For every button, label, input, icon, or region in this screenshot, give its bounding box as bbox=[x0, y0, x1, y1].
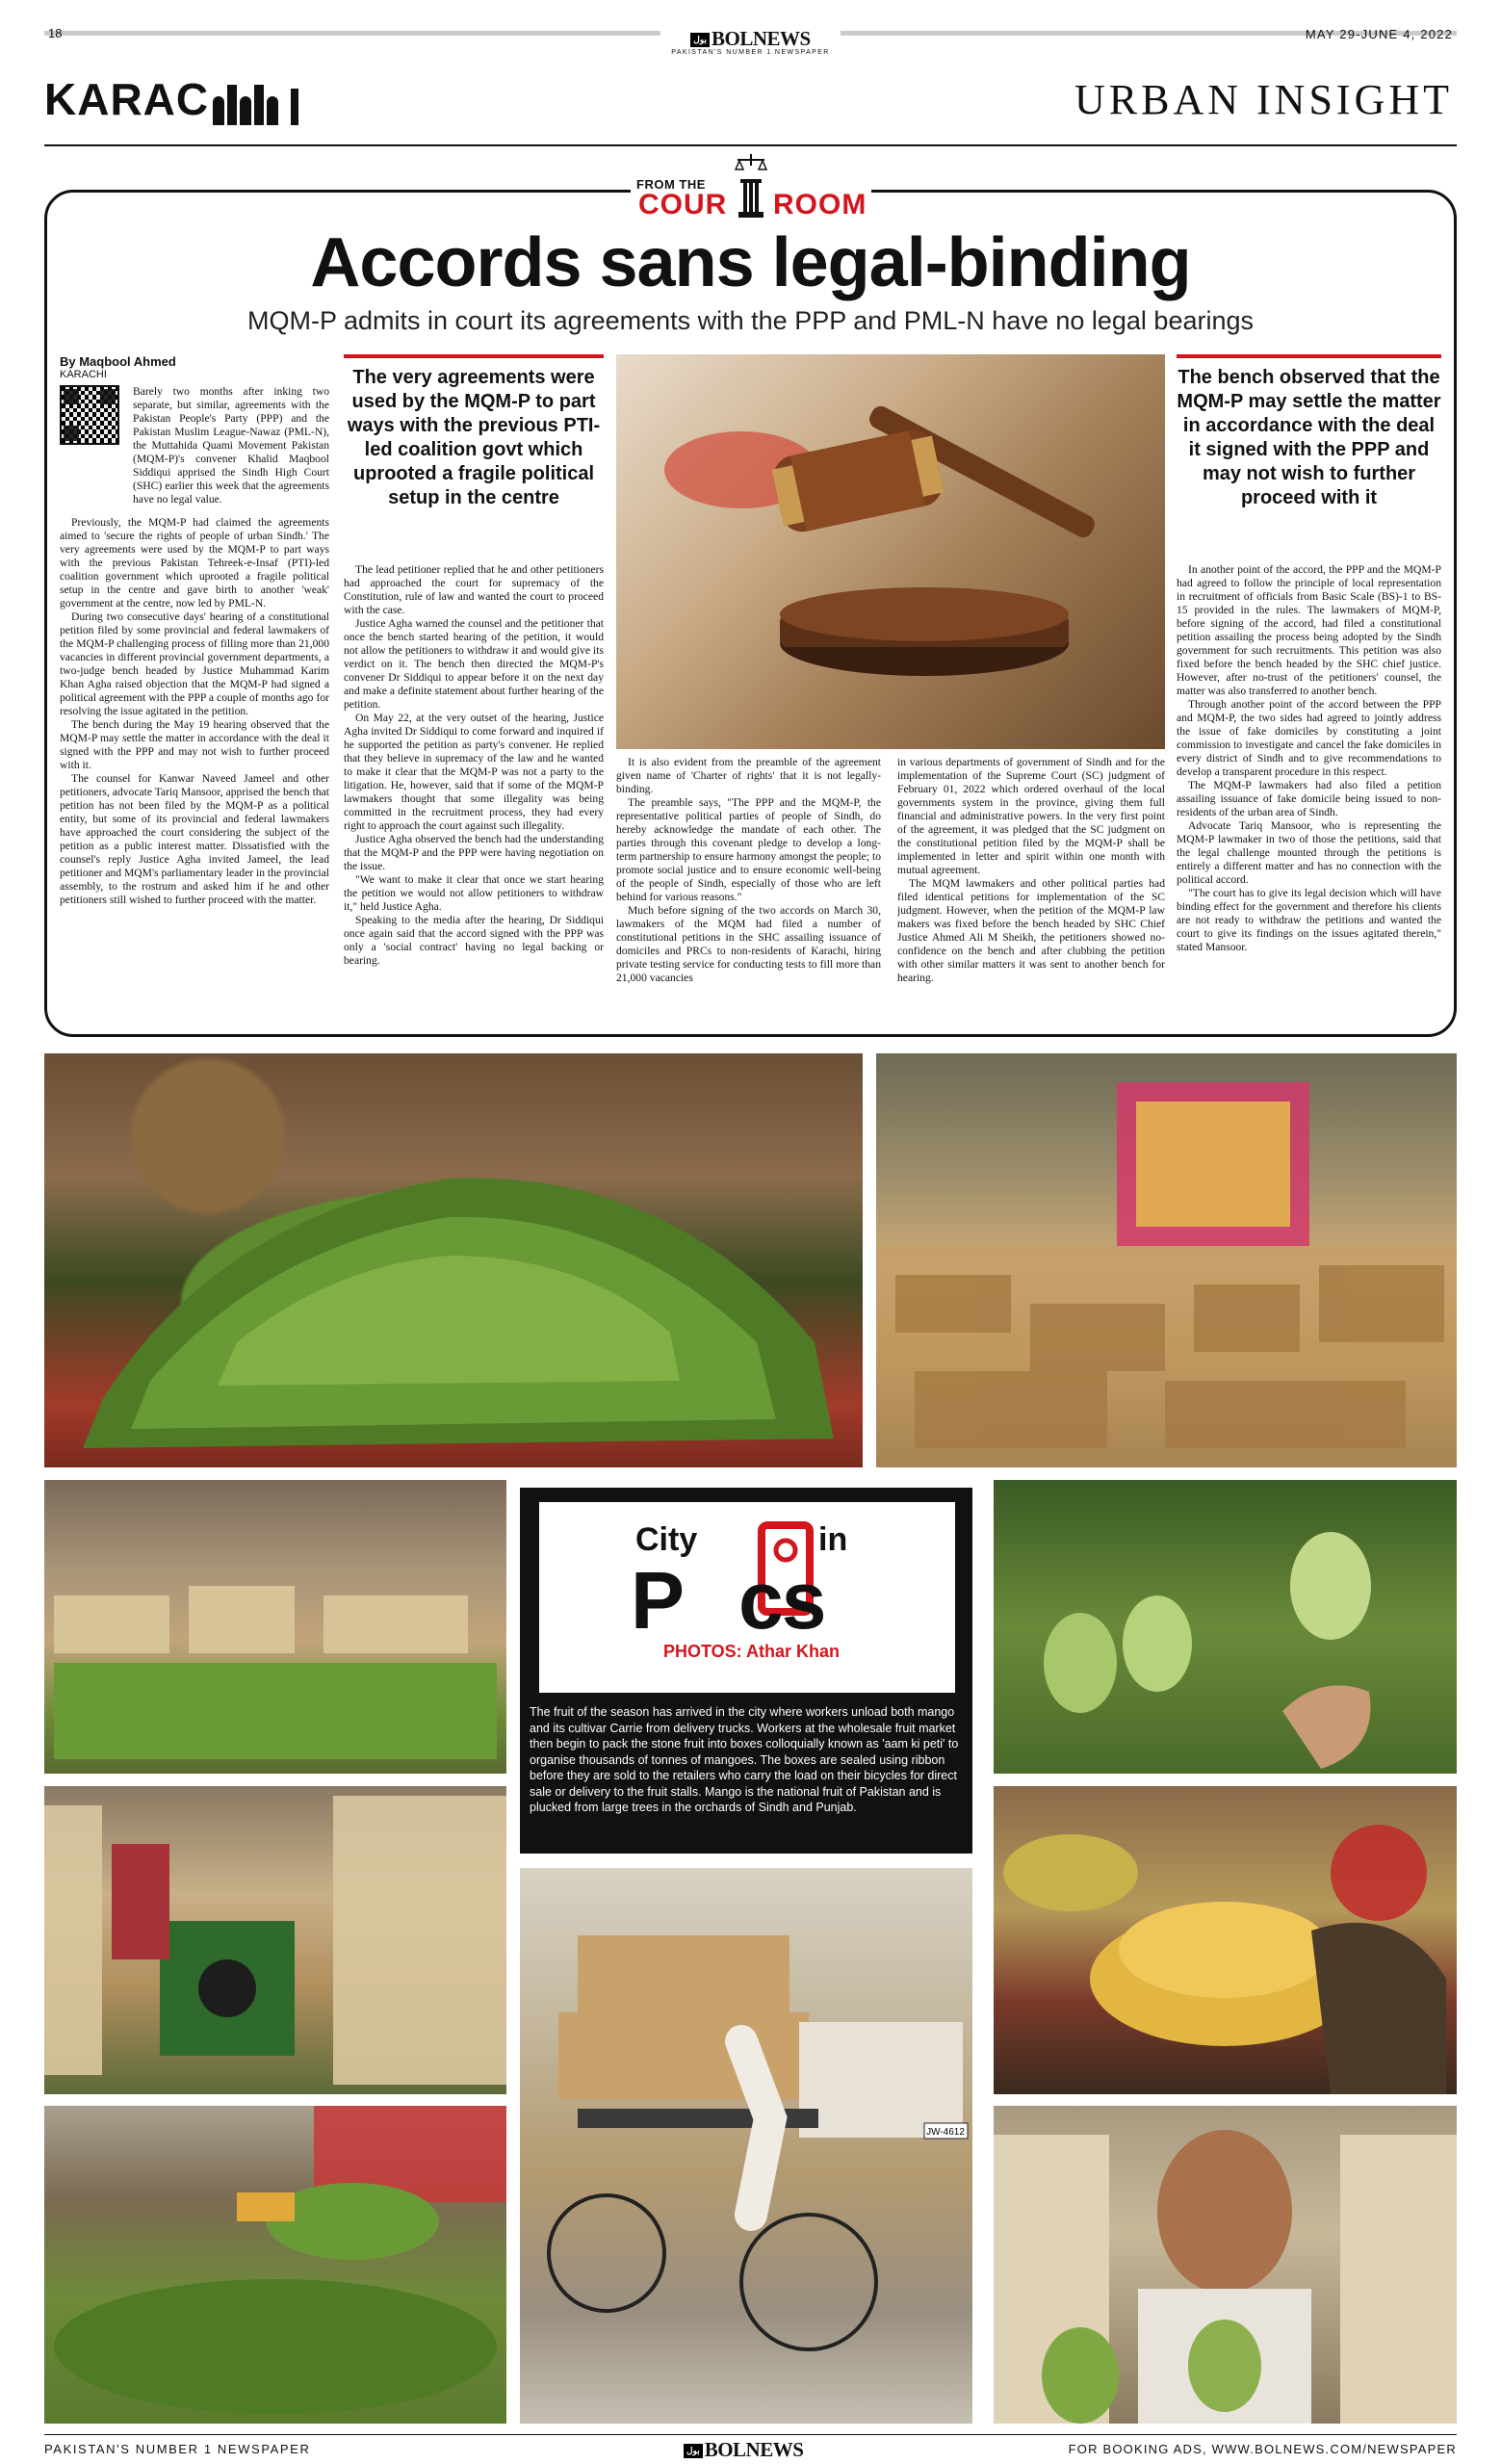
byline: By Maqbool Ahmed bbox=[60, 354, 176, 369]
fruit-basket-icon bbox=[994, 1786, 1457, 2094]
paragraph: The MQM lawmakers and other political parties had filed identical petitions for implementation of the SC judgment. However, when the petition of the MQM-P law makers was fixed before the bench headed by SHC Chief Justice Ahmed Ali M Sheikh, the petitioners showed no-confidence on the bench and after clubbing the petition with other similar matters it was sent to another bench for hearing. bbox=[897, 877, 1165, 984]
packing-photo bbox=[44, 1786, 506, 2094]
paragraph: Justice Agha warned the counsel and the petitioner that once the bench started hearing of the petition, it would not allow the petitioners to withdraw it and would give its verdict on it. The bench then directed the MQM-P's convener Dr Siddiqui to appear before it on the next day and make a definite statement about further hearing of the petition. bbox=[344, 617, 604, 711]
photo-caption: The fruit of the season has arrived in the city where workers unload both mango and its cultivar Carrie from delivery trucks. Workers at the wholesale fruit market then begin to pack the stone fruit into boxes colloquially known as 'aam ki peti' to organise thousands of tonnes of mangoes. The boxes are sealed using ribbon before they are sold to the retailers who carry the load on their bicycles for direct sale or delivery to the fruit stalls. Mango is the national fruit of Pakistan and is plucked from large trees in the orchards of Sindh and Punjab. bbox=[530, 1705, 959, 1814]
mango-sorting-photo bbox=[44, 2106, 506, 2424]
paragraph: The MQM-P lawmakers had also filed a petition assailing issuance of fake domicile being issued to non-residents of the urban area of Sindh. bbox=[1177, 779, 1441, 818]
story-column-1-intro bbox=[133, 385, 329, 510]
issue-date: MAY 29-JUNE 4, 2022 bbox=[1305, 27, 1453, 41]
logo-in: in bbox=[818, 1521, 848, 1558]
skyline-icon bbox=[213, 83, 298, 125]
photo-credit: PHOTOS: Athar Khan bbox=[662, 1642, 840, 1661]
footer-tagline: PAKISTAN'S NUMBER 1 NEWSPAPER bbox=[44, 2442, 311, 2456]
paragraph: "The court has to give its legal decision which will have binding effect for the government and therefore his clients are not ready to withdraw the petitions and wanted the court to give its findings on the issues agitated therein," stated Mansoor. bbox=[1177, 887, 1441, 953]
mango-pile-photo bbox=[44, 1053, 863, 1467]
top-rule-left bbox=[44, 31, 660, 36]
brand-mark-icon: بول bbox=[684, 2444, 703, 2458]
logo-city: City bbox=[635, 1521, 698, 1558]
footer-brand[interactable] bbox=[684, 2438, 803, 2462]
dateline: KARACHI bbox=[60, 369, 107, 380]
page-number: 18 bbox=[48, 26, 63, 40]
section-title-urban-insight: URBAN INSIGHT bbox=[1074, 76, 1453, 123]
story-column-3 bbox=[616, 756, 881, 1025]
paragraph: Much before signing of the two accords on March 30, lawmakers of the MQM had filed a number of constitutional petitions in the SHC assailing issuance of domiciles and PRCs to non-residents of Karachi, hiring private testing service for conducting tests to fill more than 21,000 vacancies bbox=[616, 904, 881, 984]
kicker-from-the: FROM THE bbox=[636, 177, 706, 192]
paragraph: In another point of the accord, the PPP and the MQM-P had agreed to follow the principle of local representation in recruitment of officials from Basic Scale (BS)-1 to BS-15 provided in the rules. The lawmakers of MQM-P, before signing of the accord, had filed a constitutional petition assailing the process being adopted by the Sindh government for such recruitments. This petition was also fixed before the bench headed by the SHC chief justice. However, after no-trust of the petitioners' counsel, the matter was also transferred to another bench. bbox=[1177, 563, 1441, 697]
brand-name: BOLNEWS bbox=[712, 27, 811, 50]
bicycle-icon bbox=[520, 1868, 972, 2424]
mango-pile-icon bbox=[44, 1053, 863, 1467]
paragraph: The preamble says, "The PPP and the MQM-P, the representative political parties of people of Sindh, do hereby acknowledge the mandate of each other. The parties through this covenant pledge to develop a long-term partnership to ensure harmony amongst the people; to promote social justice and to ensure economic well-being of the people of Sindh, especially of those who are left behind for various reasons." bbox=[616, 796, 881, 903]
market-loading-photo bbox=[876, 1053, 1457, 1467]
logo-p: P bbox=[631, 1555, 684, 1646]
story-column-5 bbox=[1177, 563, 1441, 1025]
paragraph: The bench during the May 19 hearing observed that the MQM-P may settle the matter in accordance with the deal it signed with the PPP and may not wish to further proceed with it. bbox=[60, 718, 329, 771]
mango-fruit-icon bbox=[994, 1480, 1457, 1774]
pillar-scales-icon bbox=[735, 152, 767, 220]
section-title-text: KARAC bbox=[44, 74, 210, 124]
story-column-1 bbox=[60, 516, 329, 1026]
paragraph: On May 22, at the very outset of the hearing, Justice Agha invited Dr Siddiqui to come forward and inquired if he supported the petition as party's convener. He replied that they believe in supremacy of the law and he wanted to make it clear that the MQM-P was not a party to the litigation. He, however, said that if some of the MQM-P lawmakers thought that some illegality was being committed in the recruitment process, they had every right to approach the court against such illegality. bbox=[344, 712, 604, 832]
mango-tree-photo bbox=[994, 1480, 1457, 1774]
paragraph: During two consecutive days' hearing of a constitutional petition filed by some provincial and federal lawmakers of the MQM-P challenging process of filling more than 21,000 vacancies in different provincial government departments, a two-judge bench headed by Justice Muhammad Karim Khan Agha raised objection that the MQM-P had signed a political agreement with the PPP a couple of months ago for resolving the issue agitated in the petition. bbox=[60, 610, 329, 717]
truck-icon bbox=[876, 1053, 1457, 1467]
footer-ad-link[interactable]: FOR BOOKING ADS, WWW.BOLNEWS.COM/NEWSPAPER bbox=[1068, 2442, 1457, 2456]
paragraph: The counsel for Kanwar Naveed Jameel and other petitioners, advocate Tariq Mansoor, apprised the bench that petition has not been filed by the MQM-P as a political entity, but some of its provincial and federal lawmakers have approached the court considering the subject of the petition as a public interest matter. Dissatisfied with the counsel's reply Justice Agha invited Jameel, the lead petitioner and MQM's parliamentary leader in the provincial assembly, to the rostrum and asked him if he and other petitioners still wished to further proceed with the matter. bbox=[60, 772, 329, 906]
masthead[interactable] bbox=[666, 27, 835, 56]
from-the-courtroom-kicker bbox=[631, 152, 871, 221]
packing-machine-icon bbox=[44, 1786, 506, 2094]
headline: Accords sans legal-binding bbox=[310, 224, 1191, 301]
mango-crates-photo bbox=[44, 1480, 506, 1774]
gavel-icon bbox=[616, 354, 1165, 749]
paragraph: It is also evident from the preamble of the agreement given name of 'Charter of rights' that it is not legally-binding. bbox=[616, 756, 881, 795]
paragraph: Barely two months after inking two separate, but similar, agreements with the Pakistan People's Party (PPP) and the Pakistan Muslim League-Nawaz (PML-N), the Muttahida Quami Movement Pakistan (MQM-P)'s convener Khalid Maqbool Siddiqui apprised the Sindh High Court (SHC) earlier this week that the agreements have no legal value. bbox=[133, 385, 329, 506]
mango-heap-icon bbox=[44, 2106, 506, 2424]
subheadline: MQM-P admits in court its agreements with the PPP and PML-N have no legal bearings bbox=[247, 306, 1254, 335]
vendor-holding-mangoes-icon bbox=[994, 2106, 1457, 2424]
pull-quote-right: The bench observed that the MQM-P may settle the matter in accordance with the deal it signed with the PPP and may not wish to further proceed with it bbox=[1177, 354, 1441, 510]
paragraph: Advocate Tariq Mansoor, who is representing the MQM-P lawmaker in two of those the petitions, said that the legal challenge mounted through the petitions is entirely a different matter and has no connection with the political accord. bbox=[1177, 819, 1441, 886]
fruit-stall-photo bbox=[994, 1786, 1457, 2094]
gavel-photo bbox=[616, 354, 1165, 749]
kicker-room: ROOM bbox=[773, 189, 867, 220]
paragraph: "We want to make it clear that once we start hearing the petition we would not allow petitioners to withdraw it," held Justice Agha. bbox=[344, 873, 604, 913]
header-rule bbox=[44, 144, 1457, 146]
kicker-court: COUR bbox=[638, 189, 728, 220]
story-column-4 bbox=[897, 756, 1165, 1025]
story-column-2 bbox=[344, 563, 604, 1025]
paragraph: Justice Agha observed the bench had the understanding that the MQM-P and the PPP were having negotiation on the issue. bbox=[344, 833, 604, 872]
section-title-karachi bbox=[44, 73, 298, 125]
bicycle-cart-photo bbox=[520, 1868, 972, 2424]
logo-cs: cs bbox=[738, 1555, 825, 1646]
paragraph: Speaking to the media after the hearing, Dr Siddiqui once again said that the accord signed with the PPP was only a 'social contract' having no legal backing or bearing. bbox=[344, 914, 604, 967]
vendor-portrait-photo bbox=[994, 2106, 1457, 2424]
paragraph: in various departments of government of Sindh and for the implementation of the Supreme Court (SC) judgment of February 01, 2022 which ordered overhaul of the local governments system in the province, giving them full financial and administrative powers. In the very first point of the agreement, it was pledged that the SC judgment on the constitutional petition filed by the MQM-P shall be implemented in letter and spirit within one month with mutual agreement. bbox=[897, 756, 1165, 876]
truck-plate: JW-4612 bbox=[926, 2127, 965, 2138]
brand-tagline: PAKISTAN'S NUMBER 1 NEWSPAPER bbox=[671, 49, 830, 56]
footer-brand-name: BOLNEWS bbox=[704, 2438, 804, 2461]
crates-icon bbox=[44, 1480, 506, 1774]
paragraph: The lead petitioner replied that he and other petitioners had approached the court for supremacy of the Constitution, rule of law and wanted the court to proceed with the case. bbox=[344, 563, 604, 616]
logo-pics bbox=[631, 1554, 824, 1647]
paragraph: Through another point of the accord between the PPP and MQM-P, the two sides had agreed to jointly address the issue of fake domiciles by constituting a joint commission to investigate and cancel the fake domiciles in every district of Sindh and to give recommendations to develop a transparent procedure in this respect. bbox=[1177, 698, 1441, 778]
brand-mark-icon: بول bbox=[690, 33, 710, 47]
qr-code-icon[interactable] bbox=[60, 385, 119, 445]
paragraph: Previously, the MQM-P had claimed the agreements aimed to 'secure the rights of people of urban Sindh.' The very agreements were used by the MQM-P to part ways with the previous Pakistan Tehreek-e-Insaf (PTI)-led coalition government which uprooted a fragile political setup in the centre and gave birth to another 'weak' government at the centre, now led by PML-N. bbox=[60, 516, 329, 610]
pull-quote-left: The very agreements were used by the MQM-P to part ways with the previous PTI-led coalition govt which uprooted a fragile political setup in the centre bbox=[344, 354, 604, 510]
footer-rule bbox=[44, 2434, 1457, 2435]
